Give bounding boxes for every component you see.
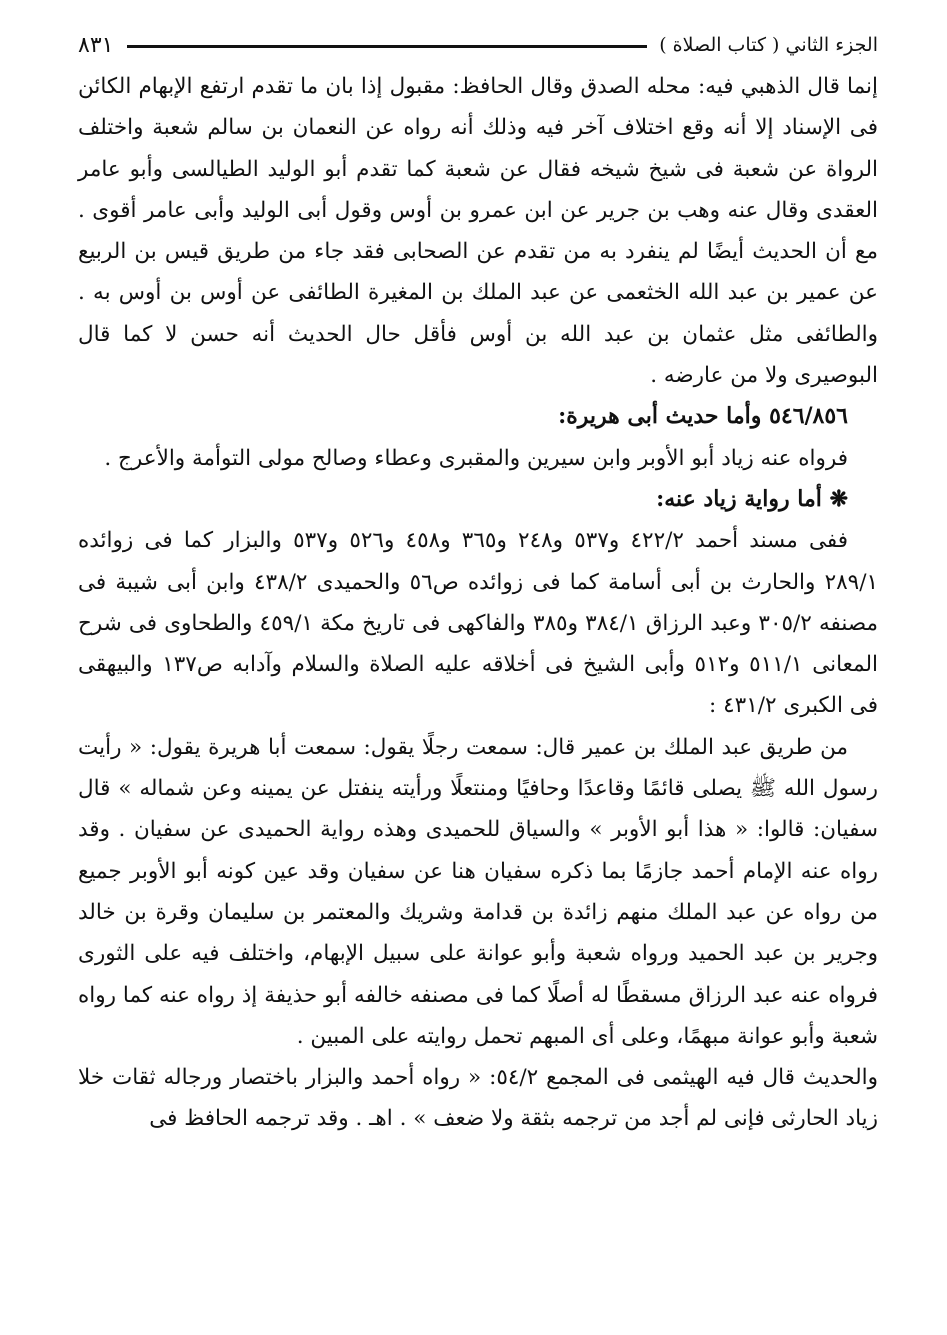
paragraph-5: والحديث قال فيه الهيثمى فى المجمع ٥٤/٢: « رواه أحمد والبزار باختصار ورجاله ثقات خلا زياد الحارثى فإنى لم أجد من ترجمه بثقة ولا ضعف » . اهـ . وقد ترجمه الحافظ فى <box>78 1065 878 1132</box>
section-heading-abu-hurayra <box>78 396 878 437</box>
paragraph-1: إنما قال الذهبي فيه: محله الصدق وقال الحافظ: مقبول إذا بان ما تقدم ارتفع الإبهام الكائن فى الإسناد إلا أنه وقع اختلاف آخر فيه وذلك أنه رواه عن النعمان بن سالم شعبة واختلف الرواة عن شعبة فى شيخ شيخه فقال عن شعبة كما تقدم أبو الوليد الطيالسى وأبو عامر العقدى وقال عنه وهب بن جرير عن ابن عمرو بن أوس وقول أبى الوليد وأبى عامر أقوى . مع أن الحديث أيضًا لم ينفرد به من تقدم عن الصحابى فقد جاء من طريق قيس بن الربيع عن عمير بن عبد الله الخثعمى عن عبد الملك بن المغيرة الطائفى عن أوس بن أوس به . والطائفى مثل عثمان بن عبد الله بن أوس فأقل حال الحديث أنه حسن لا كما قال البوصيرى ولا من عارضه . <box>78 74 878 389</box>
heading-text: أما رواية زياد عنه: <box>656 485 822 512</box>
book-page <box>78 28 878 1308</box>
heading-text: وأما حديث أبى هريرة: <box>558 403 762 430</box>
page-number: ٨٣١ <box>78 32 114 58</box>
running-title: الجزء الثاني ( كتاب الصلاة ) <box>659 34 878 56</box>
hadith-number: ٥٤٦/٨٥٦ <box>769 403 848 430</box>
body-text <box>78 66 878 1140</box>
paragraph-4: من طريق عبد الملك بن عمير قال: سمعت رجلًا يقول: سمعت أبا هريرة يقول: « رأيت رسول الله ﷺ يصلى قائمًا وقاعدًا وحافيًا ومنتعلًا ورأيته ينفتل عن يمينه وعن شماله » قال سفيان: قالوا: « هذا أبو الأوبر » والسياق للحميدى وهذه رواية الحميدى عن سفيان . وقد رواه عنه الإمام أحمد جازمًا بما ذكره سفيان هنا عن سفيان وقد عين كونه أبو الأوبر جميع من رواه عن عبد الملك منهم زائدة بن قدامة وشريك والمعتمر بن سليمان وقرة بن خالد وجرير بن عبد الحميد ورواه شعبة وأبو عوانة على سبيل الإبهام، واختلف فيه على الثورى فرواه عنه عبد الرزاق مسقطًا له أصلًا كما فى مصنفه خالفه أبو حذيفة إذ رواه عنه كما رواه شعبة وأبو عوانة مبهمًا، وعلى أى المبهم تحمل روايته على المبين . <box>78 734 878 1049</box>
header-rule <box>127 45 647 48</box>
paragraph-2: فرواه عنه زياد أبو الأوبر وابن سيرين والمقبرى وعطاء وصالح مولى التوأمة والأعرج . <box>104 445 848 471</box>
asterisk-ornament-icon: ❋ <box>829 485 848 512</box>
paragraph-3: ففى مسند أحمد ٤٢٢/٢ و٥٣٧ و٢٤٨ و٣٦٥ و٤٥٨ و٥٢٦ و٥٣٧ والبزار كما فى زوائده ٢٨٩/١ والحارث بن أبى أسامة كما فى زوائده ص٥٦ والحميدى ٤٣٨/٢ وابن أبى شيبة فى مصنفه ٣٠٥/٢ وعبد الرزاق ٣٨٤/١ و٣٨٥ والفاكهى فى تاريخ مكة ٤٥٩/١ والطحاوى فى شرح المعانى ٥١١/١ و٥١٢ وأبى الشيخ فى أخلاقه عليه الصلاة والسلام وآدابه ص١٣٧ والبيهقى فى الكبرى ٤٣١/٢ : <box>78 528 879 719</box>
subsection-heading-ziyad <box>78 479 878 520</box>
page-header <box>78 28 878 62</box>
